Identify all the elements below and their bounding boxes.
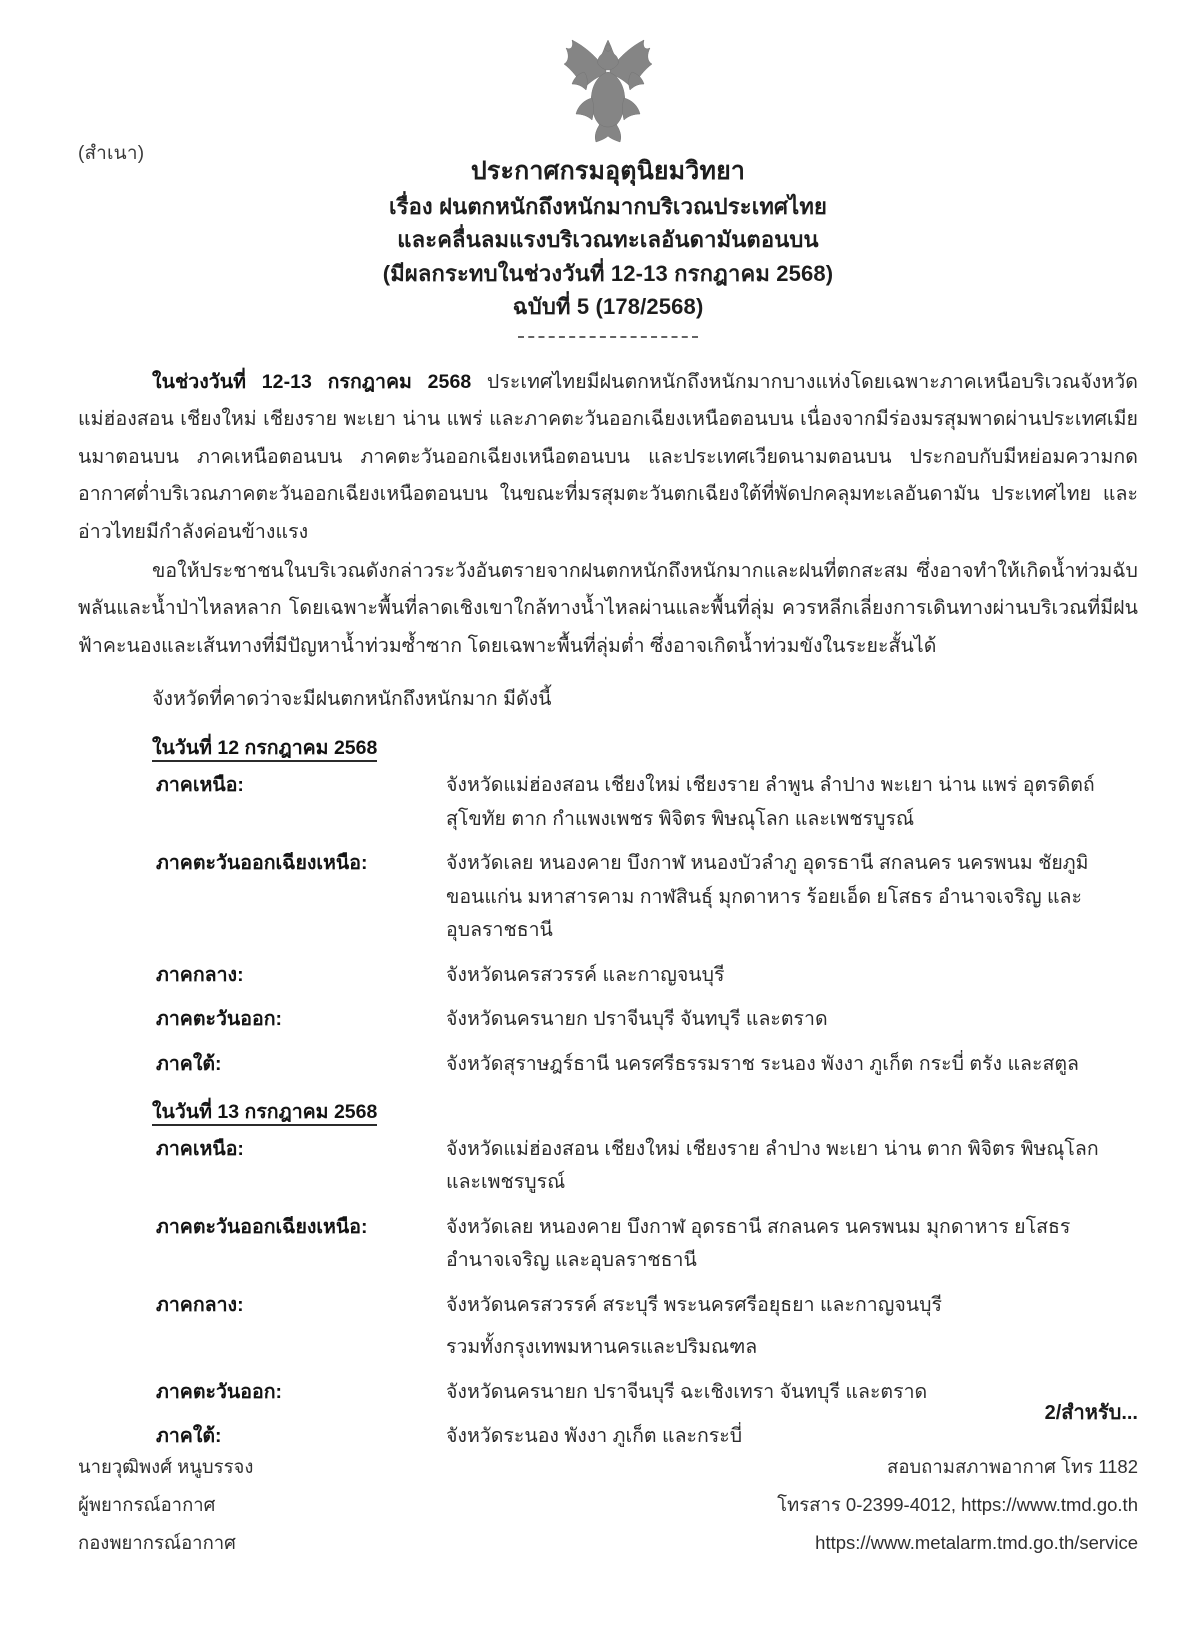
- region-provinces: จังหวัดนครนายก ปราจีนบุรี จันทบุรี และตราด: [446, 1008, 828, 1031]
- region-label: ภาคกลาง:: [156, 963, 244, 986]
- contact-service-url[interactable]: https://www.metalarm.tmd.go.th/service: [815, 1531, 1138, 1553]
- paragraph-1: [78, 364, 1138, 551]
- subject-line-1: เรื่อง ฝนตกหนักถึงหนักมากบริเวณประเทศไทย: [388, 194, 828, 219]
- paragraph-2: ขอให้ประชาชนในบริเวณดังกล่าวระวังอันตรายจากฝนตกหนักถึงหนักมากและฝนที่ตกสะสม ซึ่งอาจทำให้เกิดน้ำท่วมฉับพลันและน้ำป่าไหลหลาก โดยเฉพาะพื้นที่ลาดเชิงเขาใกล้ทางน้ำไหลผ่านและพื้นที่ลุ่ม ควรหลีกเลี่ยงการเดินทางผ่านบริเวณที่มีฝนฟ้าคะนองและเส้นทางที่มีปัญหาน้ำท่วมซ้ำซาก โดยเฉพาะพื้นที่ลุ่มต่ำ ซึ่งอาจเกิดน้ำท่วมขังในระยะสั้นได้: [78, 559, 1138, 657]
- paragraph-1-lead: ในช่วงวันที่ 12-13 กรกฎาคม 2568: [152, 370, 472, 393]
- title-block: [78, 152, 1138, 338]
- region-provinces-main: จังหวัดนครสวรรค์ สระบุรี พระนครศรีอยุธยา และกาญจนบุรี: [446, 1293, 942, 1316]
- table-row: [156, 1211, 1138, 1278]
- signer-title: ผู้พยากรณ์อากาศ: [78, 1493, 216, 1515]
- signer-name: นายวุฒิพงศ์ หนูบรรจง: [78, 1456, 254, 1477]
- effective-period: (มีผลกระทบในช่วงวันที่ 12-13 กรกฎาคม 2568): [382, 260, 834, 286]
- region-label: ภาคตะวันออกเฉียงเหนือ:: [156, 1215, 368, 1238]
- body-text: [78, 364, 1138, 666]
- region-provinces: จังหวัดนครนายก ปราจีนบุรี ฉะเชิงเทรา จันทบุรี และตราด: [446, 1380, 928, 1403]
- region-label: ภาคใต้:: [156, 1053, 222, 1076]
- region-label: ภาคตะวันออก:: [156, 1008, 282, 1031]
- garuda-emblem: [544, 26, 672, 154]
- continuation-marker: 2/สำหรับ...: [1044, 1402, 1138, 1424]
- region-provinces: จังหวัดสุราษฎร์ธานี นครศรีธรรมราช ระนอง พังงา ภูเก็ต กระบี่ ตรัง และสตูล: [446, 1053, 1079, 1076]
- day-heading-1: [78, 732, 1138, 763]
- table-row: [156, 1289, 1138, 1365]
- table-row: [156, 1133, 1138, 1200]
- region-provinces: จังหวัดแม่ฮ่องสอน เชียงใหม่ เชียงราย ลำพูน ลำปาง พะเยา น่าน แพร่ อุตรดิตถ์ สุโขทัย ตาก กำแพงเพชร พิจิตร พิษณุโลก และเพชรบูรณ์: [446, 774, 1095, 830]
- contact-phone: สอบถามสภาพอากาศ โทร 1182: [887, 1456, 1138, 1477]
- region-provinces: จังหวัดระนอง พังงา ภูเก็ต และกระบี่: [446, 1425, 743, 1448]
- paragraph-1-rest: ประเทศไทยมีฝนตกหนักถึงหนักมากบางแห่งโดยเฉพาะภาคเหนือบริเวณจังหวัดแม่ฮ่องสอน เชียงใหม่ เชียงราย พะเยา น่าน แพร่ และภาคตะวันออกเฉียงเหนือตอนบน เนื่องจากมีร่องมรสุมพาดผ่านประเทศเมียนมาตอนบน ภาคเหนือตอนบน ภาคตะวันออกเฉียงเหนือตอนบน และประเทศเวียดนามตอนบน ประกอบกับมีหย่อมความกดอากาศต่ำบริเวณภาคตะวันออกเฉียงเหนือตอนบน ในขณะที่มรสุมตะวันตกเฉียงใต้ที่พัดปกคลุมทะเลอันดามัน ประเทศไทย และอ่าวไทยมีกำลังค่อนข้างแรง: [78, 370, 1138, 543]
- forecast-lead-note: จังหวัดที่คาดว่าจะมีฝนตกหนักถึงหนักมาก มีดังนี้: [152, 688, 552, 711]
- region-label: ภาคเหนือ:: [156, 774, 244, 797]
- issue-number: ฉบับที่ 5 (178/2568): [512, 294, 704, 320]
- table-row: [156, 1048, 1138, 1082]
- region-label: ภาคตะวันออก:: [156, 1380, 282, 1403]
- page-title: ประกาศกรมอุตุนิยมวิทยา: [470, 157, 746, 185]
- region-label: ภาคตะวันออกเฉียงเหนือ:: [156, 852, 368, 875]
- table-row: [156, 959, 1138, 993]
- day-heading-2-text: ในวันที่ 13 กรกฎาคม 2568: [152, 1101, 377, 1126]
- page-footer: [0, 1448, 1200, 1562]
- table-row: [156, 847, 1138, 948]
- contact-block: [777, 1448, 1138, 1562]
- copy-marker: (สำเนา): [78, 143, 145, 164]
- signature-block: [78, 1448, 253, 1562]
- table-row: [156, 769, 1138, 836]
- region-label: ภาคเหนือ:: [156, 1137, 244, 1160]
- region-provinces: [446, 1289, 1138, 1365]
- signer-division: กองพยากรณ์อากาศ: [78, 1531, 236, 1553]
- day-heading-2: [78, 1096, 1138, 1127]
- day-heading-1-text: ในวันที่ 12 กรกฎาคม 2568: [152, 737, 377, 762]
- region-provinces: จังหวัดนครสวรรค์ และกาญจนบุรี: [446, 963, 725, 986]
- region-provinces: จังหวัดเลย หนองคาย บึงกาฬ อุดรธานี สกลนคร นครพนม มุกดาหาร ยโสธร อำนาจเจริญ และอุบลราชธานี: [446, 1215, 1071, 1272]
- table-row: [156, 1376, 1138, 1410]
- emblem-container: [78, 18, 1138, 158]
- table-row: [156, 1003, 1138, 1037]
- subject-line-2: และคลื่นลมแรงบริเวณทะเลอันดามันตอนบน: [397, 227, 819, 253]
- region-provinces: จังหวัดแม่ฮ่องสอน เชียงใหม่ เชียงราย ลำปาง พะเยา น่าน ตาก พิจิตร พิษณุโลก และเพชรบูรณ์: [446, 1137, 1099, 1194]
- region-provinces-extra: รวมทั้งกรุงเทพมหานครและปริมณฑล: [446, 1336, 758, 1359]
- region-provinces: จังหวัดเลย หนองคาย บึงกาฬ หนองบัวลำภู อุดรธานี สกลนคร นครพนม ชัยภูมิ ขอนแก่น มหาสารคาม กาฬสินธุ์ มุกดาหาร ร้อยเอ็ด ยโสธร อำนาจเจริญ และอุบลราชธานี: [446, 852, 1089, 942]
- title-divider: [518, 336, 698, 338]
- region-label: ภาคใต้:: [156, 1425, 222, 1448]
- region-list-day-1: [78, 769, 1138, 1081]
- contact-fax-website[interactable]: โทรสาร 0-2399-4012, https://www.tmd.go.th: [777, 1493, 1138, 1515]
- region-list-day-2: [78, 1133, 1138, 1454]
- region-label: ภาคกลาง:: [156, 1293, 244, 1316]
